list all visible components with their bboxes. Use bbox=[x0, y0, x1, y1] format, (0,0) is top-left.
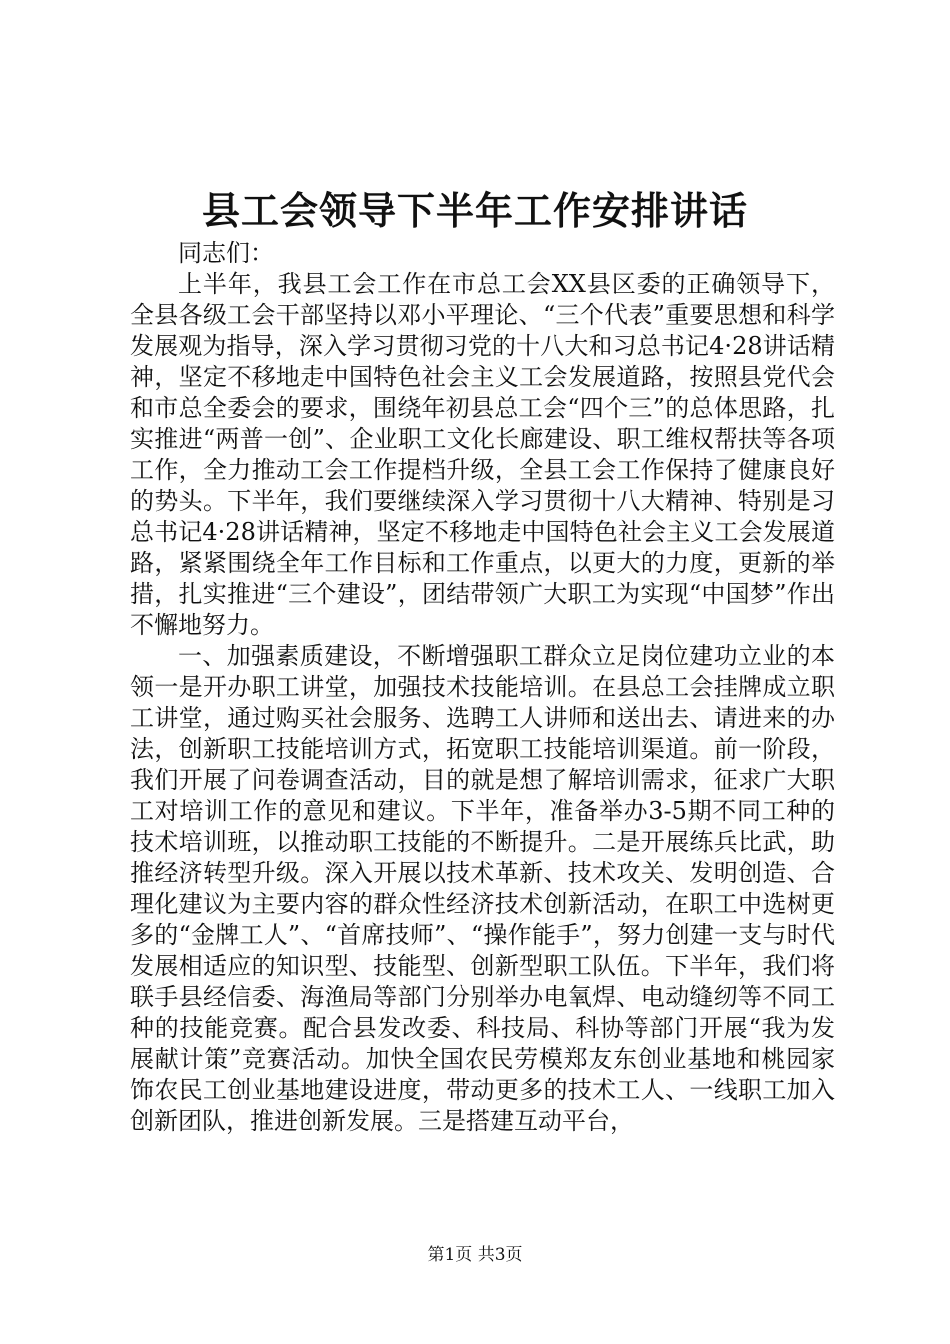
page-footer: 第1页 共3页 bbox=[427, 1245, 523, 1265]
document-body bbox=[130, 238, 835, 1137]
paragraph-quality-building: 一、加强素质建设，不断增强职工群众立足岗位建功立业的本领一是开办职工讲堂，加强技术技能培训。在县总工会挂牌成立职工讲堂，通过购买社会服务、选聘工人讲师和送出去、请进来的办法，创新职工技能培训方式，拓宽职工技能培训渠道。前一阶段，我们开展了问卷调查活动，目的就是想了解培训需求，征求广大职工对培训工作的意见和建议。下半年，准备举办3-5期不同工种的技术培训班，以推动职工技能的不断提升。二是开展练兵比武，助推经济转型升级。深入开展以技术革新、技术攻关、发明创造、合理化建议为主要内容的群众性经济技术创新活动，在职工中选树更多的“金牌工人”、“首席技师”、“操作能手”，努力创建一支与时代发展相适应的知识型、技能型、创新型职工队伍。下半年，我们将联手县经信委、海渔局等部门分别举办电氧焊、电动缝纫等不同工种的技能竞赛。配合县发改委、科技局、科协等部门开展“我为发展献计策”竞赛活动。加快全国农民劳模郑友东创业基地和桃园家饰农民工创业基地建设进度，带动更多的技术工人、一线职工加入创新团队，推进创新发展。三是搭建互动平台， bbox=[130, 642, 835, 1135]
document-title: 县工会领导下半年工作安排讲话 bbox=[201, 188, 748, 233]
paragraph-first-half-summary: 上半年，我县工会工作在市总工会XX县区委的正确领导下，全县各级工会干部坚持以邓小平理论、“三个代表”重要思想和科学发展观为指导，深入学习贯彻习党的十八大和习总书记4·28讲话精神，坚定不移地走中国特色社会主义工会发展道路，按照县党代会和市总全委会的要求，围绕年初县总工会“四个三”的总体思路，扎实推进“两普一创”、企业职工文化长廊建设、职工维权帮扶等各项工作，全力推动工会工作提档升级，全县工会工作保持了健康良好的势头。下半年，我们要继续深入学习贯彻十八大精神、特别是习总书记4·28讲话精神，坚定不移地走中国特色社会主义工会发展道路，紧紧围绕全年工作目标和工作重点，以更大的力度，更新的举措，扎实推进“三个建设”，团结带领广大职工为实现“中国梦”作出不懈地努力。 bbox=[130, 270, 835, 639]
salutation: 同志们： bbox=[178, 239, 274, 267]
